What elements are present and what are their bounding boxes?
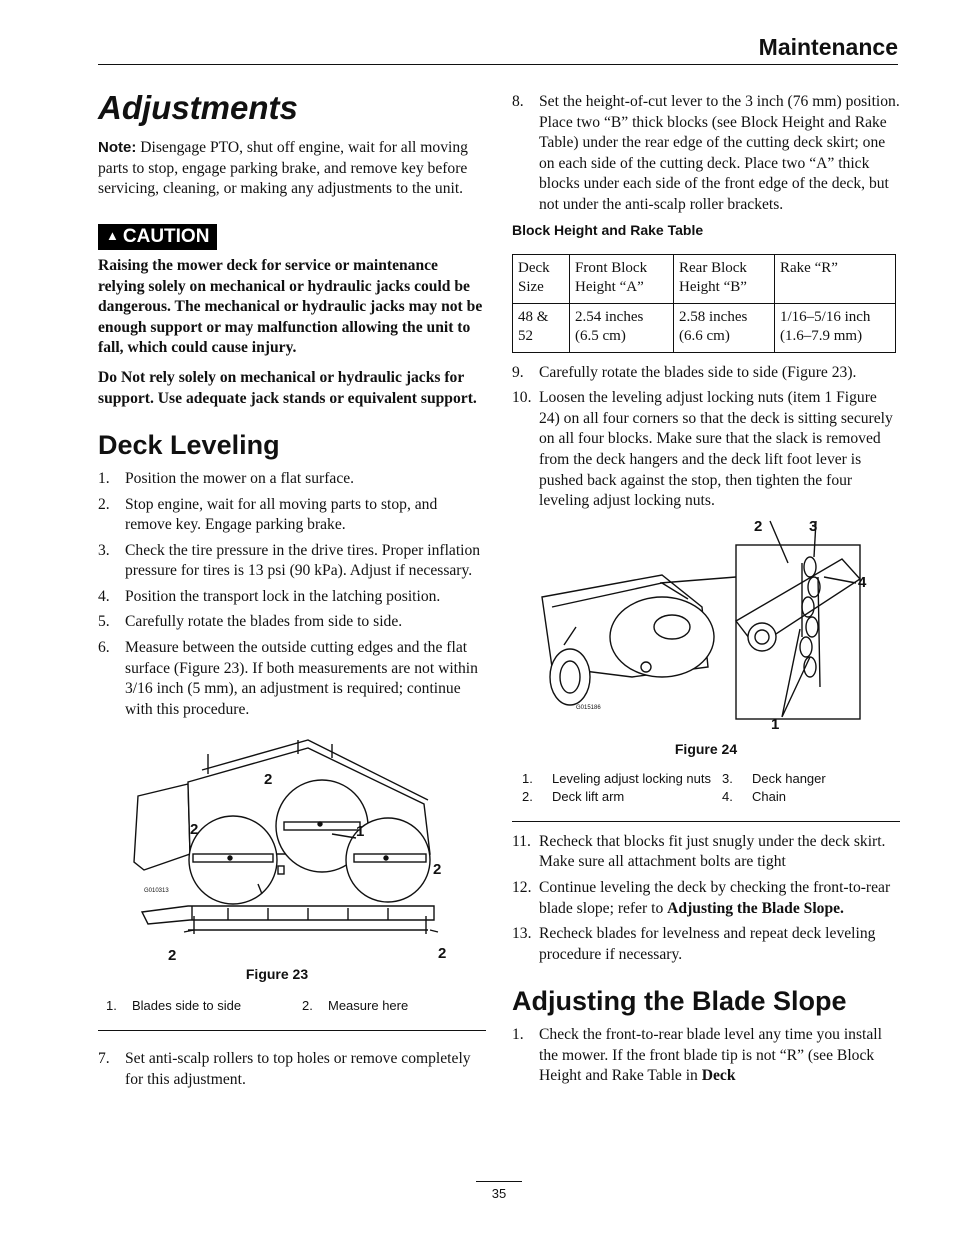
callout-2: 2 — [433, 861, 442, 879]
section-title: Maintenance — [758, 34, 898, 60]
caution-label: CAUTION — [122, 226, 210, 248]
note-label: Note: — [98, 139, 137, 157]
legend-num: 1. — [522, 770, 533, 786]
callout-1: 1 — [771, 715, 780, 731]
legend-num: 4. — [722, 788, 733, 804]
figure-code: G010313 — [144, 888, 169, 895]
page-title: Adjustments — [98, 89, 298, 126]
table-row — [513, 303, 896, 352]
deck-leveling-heading: Deck Leveling — [98, 430, 280, 461]
table-cell: 1/16–5/16 inch (1.6–7.9 mm) — [775, 303, 896, 352]
legend-text: Measure here — [328, 998, 409, 1014]
deck-leveling-steps-continued — [98, 1049, 486, 1090]
legend-text: Deck lift arm — [552, 788, 625, 804]
figure-24-caption: Figure 24 — [674, 740, 738, 757]
list-item: 13. Recheck blades for levelness and repeat deck leveling procedure if necessary. — [512, 925, 876, 963]
steps-9-10 — [512, 363, 900, 512]
figure-23 — [98, 734, 486, 960]
list-item: 10. Loosen the leveling adjust locking nuts (item 1 Figure 24) on all four corners so that the deck is sitting securely on all four blocks. Make sure that the slack is removed from the deck hangers and the deck lift foot lever is pushed back against the stop, then tighten the four leveling adjust locking nuts. — [512, 389, 893, 510]
caution-paragraph-2: Do Not rely solely on mechanical or hydraulic jacks for support. Use adequate jack stands or equivalent support. — [98, 369, 477, 407]
warning-icon: ▲ — [106, 228, 119, 244]
note-paragraph — [98, 138, 486, 200]
list-item: 11. Recheck that blocks fit just snugly under the deck skirt. Make sure all attachment bolts are tight — [512, 832, 886, 871]
callout-2: 2 — [190, 821, 199, 839]
blade-slope-steps — [512, 1025, 900, 1087]
list-item: 3. Check the tire pressure in the drive tires. Proper inflation pressure for tires is 13 psi (90 kPa). Adjust if necessary. — [98, 541, 481, 580]
figure-23-legend — [106, 998, 412, 1016]
list-item: 5. Carefully rotate the blades from side to side. — [98, 613, 403, 631]
page-number-rule — [476, 1181, 522, 1182]
legend-num: 1. — [106, 998, 117, 1014]
callout-1: 1 — [356, 823, 365, 841]
caution-paragraph-1: Raising the mower deck for service or maintenance relying solely on mechanical or hydraulic jacks could be dangerous. The mechanical or hydraulic jacks may not be enough support or may malfunction allowing the unit to fall, which could cause injury. — [98, 257, 483, 357]
legend-num: 3. — [722, 770, 733, 786]
left-column — [98, 84, 486, 1096]
list-item: 7. Set anti-scalp rollers to top holes or remove completely for this adjustment. — [98, 1050, 471, 1089]
figure-24 — [512, 517, 900, 731]
callout-2: 2 — [264, 771, 273, 789]
blade-slope-heading: Adjusting the Blade Slope — [512, 986, 847, 1017]
deck-illustration — [98, 734, 486, 960]
step-8-list — [512, 92, 900, 216]
list-item: 6. Measure between the outside cutting edges and the flat surface (Figure 23). If both measurements are not within 3/16 inch (5 mm), an adjustment is required; continue with this procedure. — [98, 639, 478, 718]
caution-badge — [98, 224, 217, 250]
legend-text: Blades side to side — [132, 998, 242, 1014]
table-header-cell: Rear Block Height “B” — [674, 254, 775, 303]
deck-leveling-steps — [98, 469, 486, 721]
legend-text: Deck hanger — [752, 770, 826, 786]
list-item: 1. Check the front-to-rear blade level any time you install the mower. If the front blade tip is not “R” (see Block Height and Rake Table in Deck — [512, 1025, 882, 1085]
table-cell: 2.58 inches (6.6 cm) — [674, 303, 775, 352]
table-cell: 2.54 inches (6.5 cm) — [570, 303, 674, 352]
figure-24-legend — [522, 771, 830, 807]
figure-24-rule — [512, 821, 900, 822]
deck-hanger-illustration — [512, 517, 900, 731]
table-row — [513, 254, 896, 303]
cross-reference: Adjusting the Blade Slope. — [667, 899, 844, 917]
list-item: 8. Set the height-of-cut lever to the 3 inch (76 mm) position. Place two “B” thick blocks (see Block Height and Rake Table) under the rear edge of the cutting deck skirt; one on each side of the cutting deck. Place two “A” thick blocks under each side of the front edge of the deck, but not under the anti-scalp roller brackets. — [512, 93, 900, 213]
table-header-cell: Rake “R” — [775, 254, 896, 303]
legend-num: 2. — [522, 788, 533, 804]
table-cell: 48 & 52 — [513, 303, 570, 352]
block-height-rake-table — [512, 254, 896, 353]
right-column — [512, 92, 900, 1092]
list-item: 12. Continue leveling the deck by checking the front-to-rear blade slope; refer to Adjusting the Blade Slope. — [512, 878, 891, 917]
legend-text: Chain — [752, 788, 786, 804]
callout-4: 4 — [858, 573, 867, 591]
list-item: 4. Position the transport lock in the latching position. — [98, 587, 441, 605]
callout-2: 2 — [168, 947, 177, 961]
table-header-cell: Deck Size — [513, 254, 570, 303]
note-text: Disengage PTO, shut off engine, wait for all moving parts to stop, engage parking brake, and remove key before servicing, cleaning, or making any adjustments to the unit. — [98, 139, 468, 198]
figure-23-caption: Figure 23 — [245, 966, 309, 983]
cross-reference: Deck — [701, 1067, 736, 1085]
legend-text: Leveling adjust locking nuts — [552, 770, 711, 786]
list-item: 1. Position the mower on a flat surface. — [98, 469, 355, 487]
list-item: 2. Stop engine, wait for all moving parts to stop, and remove key. Engage parking brake. — [98, 495, 438, 534]
figure-code: G015186 — [576, 704, 601, 711]
header-rule — [98, 64, 898, 65]
legend-num: 2. — [302, 998, 313, 1014]
table-header-cell: Front Block Height “A” — [570, 254, 674, 303]
steps-11-13 — [512, 832, 900, 966]
callout-2: 2 — [438, 945, 447, 961]
list-item: 9. Carefully rotate the blades side to side (Figure 23). — [512, 363, 857, 381]
callout-2: 2 — [754, 517, 763, 535]
page-number: 35 — [491, 1186, 507, 1201]
callout-3: 3 — [809, 517, 818, 535]
figure-23-rule — [98, 1030, 486, 1031]
table-title: Block Height and Rake Table — [512, 221, 704, 238]
